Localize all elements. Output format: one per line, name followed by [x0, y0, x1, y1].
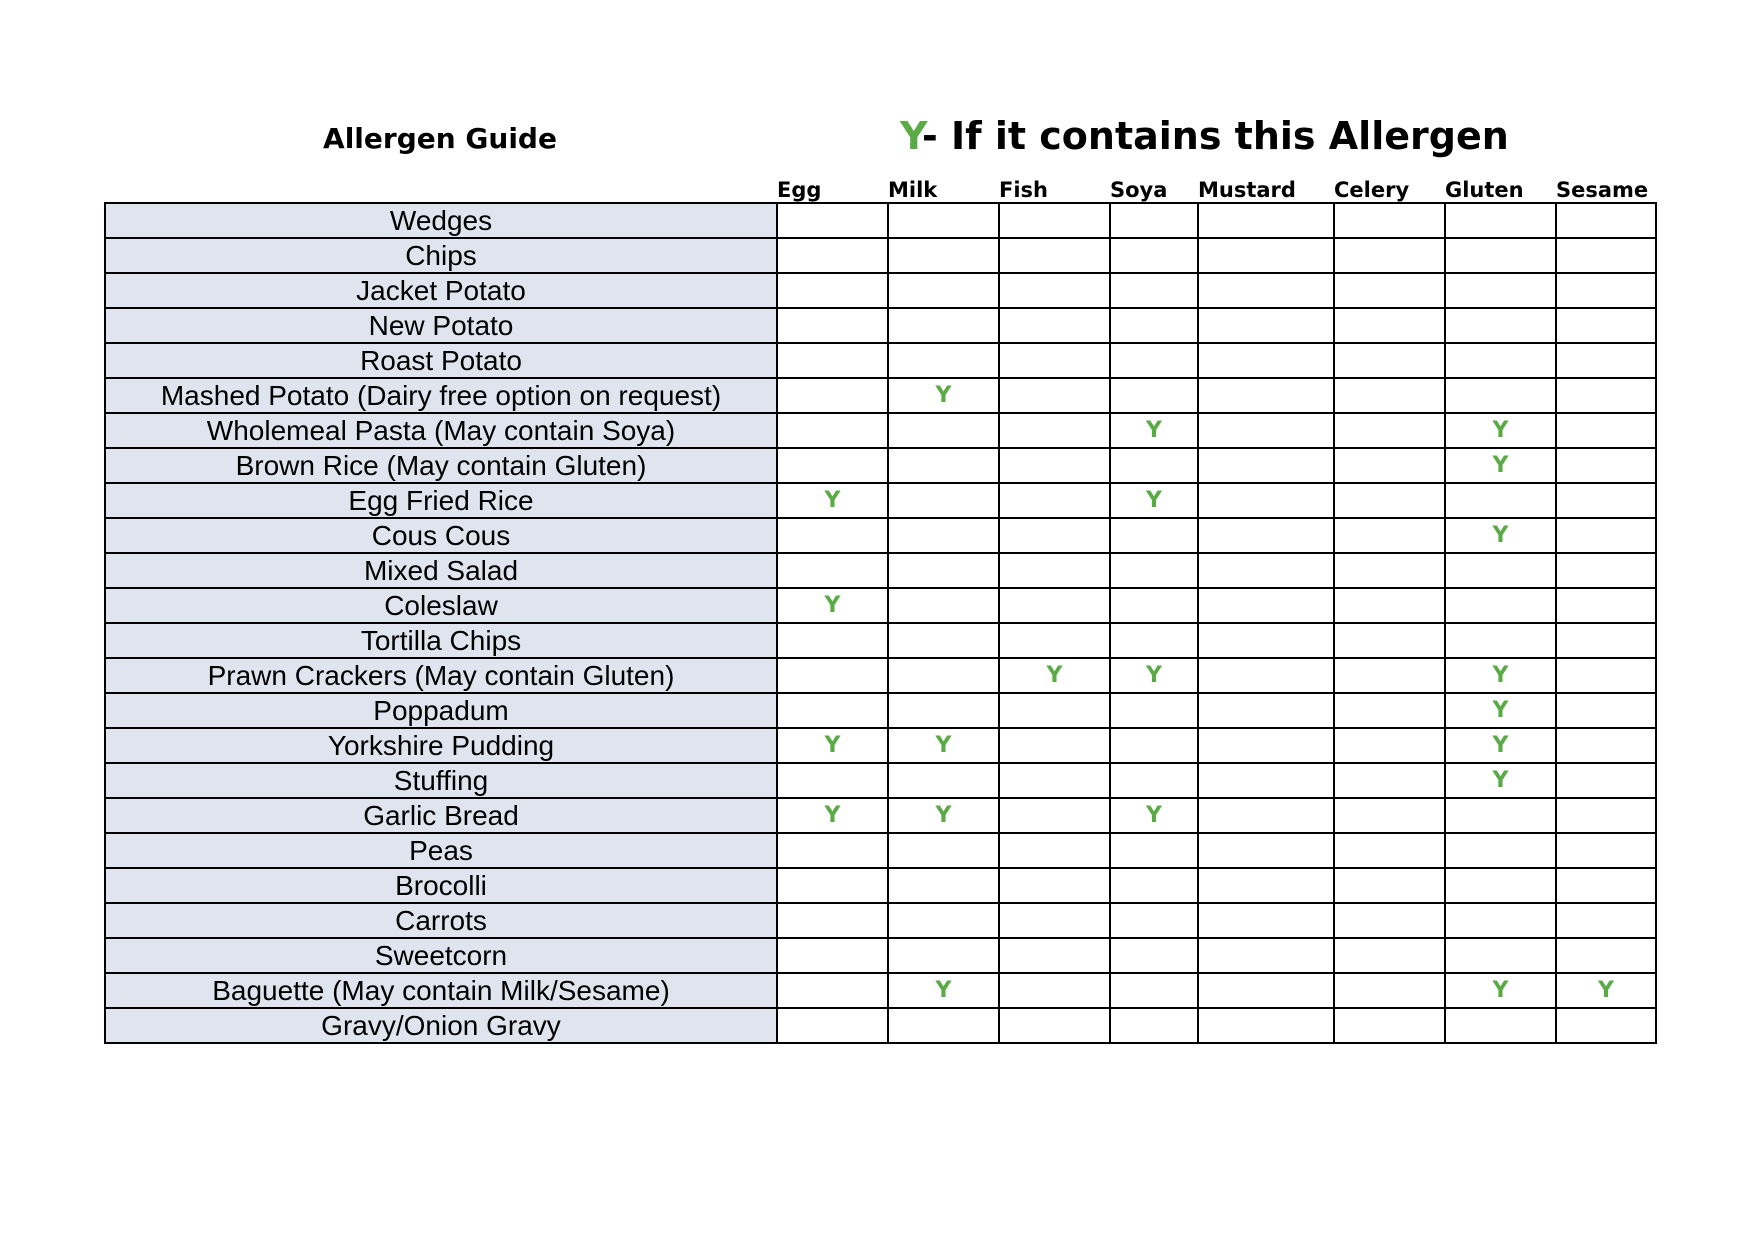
- table-row: [105, 238, 1656, 273]
- allergen-cell: [1198, 518, 1334, 553]
- allergen-cell: [999, 203, 1110, 238]
- allergen-cell: [1445, 378, 1556, 413]
- allergen-cell: [1556, 938, 1656, 973]
- table-row: [105, 308, 1656, 343]
- allergen-cell: [888, 833, 999, 868]
- allergen-cell: [1445, 203, 1556, 238]
- allergen-cell: [1556, 238, 1656, 273]
- header-row: [105, 172, 1656, 203]
- allergen-cell: [888, 238, 999, 273]
- allergen-cell: [1334, 203, 1445, 238]
- allergen-cell: [1334, 658, 1445, 693]
- allergen-cell: [1334, 798, 1445, 833]
- allergen-cell: [1556, 903, 1656, 938]
- allergen-cell: [1445, 1008, 1556, 1043]
- allergen-cell: [999, 308, 1110, 343]
- allergen-cell: [1445, 553, 1556, 588]
- allergen-cell: [1110, 728, 1198, 763]
- allergen-cell: Y: [1445, 693, 1556, 728]
- allergen-cell: [777, 868, 888, 903]
- allergen-cell: [999, 518, 1110, 553]
- table-row: [105, 588, 1656, 623]
- allergen-cell: [777, 623, 888, 658]
- allergen-cell: [1110, 308, 1198, 343]
- allergen-cell: [1334, 833, 1445, 868]
- allergen-cell: [888, 868, 999, 903]
- allergen-table: [104, 172, 1657, 1044]
- allergen-cell: [1198, 868, 1334, 903]
- allergen-cell: [1110, 238, 1198, 273]
- allergen-cell: [1334, 378, 1445, 413]
- table-row: [105, 658, 1656, 693]
- header-milk: Milk: [888, 178, 938, 202]
- allergen-cell: [1556, 623, 1656, 658]
- allergen-cell: [1334, 868, 1445, 903]
- allergen-cell: [1334, 343, 1445, 378]
- table-row: [105, 938, 1656, 973]
- allergen-cell: [999, 483, 1110, 518]
- allergen-cell: [1445, 798, 1556, 833]
- food-name: Carrots: [105, 903, 777, 938]
- food-name: Gravy/Onion Gravy: [105, 1008, 777, 1043]
- allergen-cell: [999, 693, 1110, 728]
- allergen-cell: Y: [1110, 798, 1198, 833]
- allergen-cell: [1445, 273, 1556, 308]
- allergen-cell: [888, 553, 999, 588]
- allergen-cell: [888, 483, 999, 518]
- allergen-cell: [777, 938, 888, 973]
- allergen-cell: [1445, 343, 1556, 378]
- table-row: [105, 903, 1656, 938]
- allergen-cell: [1445, 868, 1556, 903]
- allergen-cell: [1445, 308, 1556, 343]
- allergen-cell: [1556, 308, 1656, 343]
- allergen-cell: [1198, 763, 1334, 798]
- allergen-cell: [1110, 973, 1198, 1008]
- allergen-cell: [1556, 413, 1656, 448]
- allergen-cell: Y: [1110, 483, 1198, 518]
- allergen-cell: [1334, 973, 1445, 1008]
- allergen-cell: [1334, 273, 1445, 308]
- header-soya: Soya: [1110, 178, 1168, 202]
- allergen-cell: [1556, 798, 1656, 833]
- table-row: [105, 693, 1656, 728]
- allergen-cell: [1198, 973, 1334, 1008]
- allergen-cell: [777, 833, 888, 868]
- allergen-cell: [1556, 868, 1656, 903]
- food-name: Brown Rice (May contain Gluten): [105, 448, 777, 483]
- allergen-cell: [999, 833, 1110, 868]
- allergen-cell: Y: [999, 658, 1110, 693]
- allergen-cell: [999, 973, 1110, 1008]
- allergen-cell: [888, 903, 999, 938]
- allergen-cell: [999, 1008, 1110, 1043]
- allergen-cell: [777, 693, 888, 728]
- food-name: Wholemeal Pasta (May contain Soya): [105, 413, 777, 448]
- allergen-cell: [1334, 1008, 1445, 1043]
- allergen-cell: [1110, 763, 1198, 798]
- allergen-cell: [1110, 203, 1198, 238]
- allergen-cell: [1334, 763, 1445, 798]
- allergen-cell: [1198, 1008, 1334, 1043]
- food-name: Brocolli: [105, 868, 777, 903]
- table-row: [105, 378, 1656, 413]
- allergen-cell: [1110, 833, 1198, 868]
- allergen-cell: [888, 273, 999, 308]
- allergen-cell: Y: [1445, 728, 1556, 763]
- allergen-cell: [777, 308, 888, 343]
- allergen-cell: [777, 973, 888, 1008]
- allergen-cell: [888, 588, 999, 623]
- allergen-cell: [1445, 483, 1556, 518]
- allergen-cell: [1198, 483, 1334, 518]
- food-name: Poppadum: [105, 693, 777, 728]
- allergen-cell: [1334, 623, 1445, 658]
- food-name: Chips: [105, 238, 777, 273]
- table-row: [105, 273, 1656, 308]
- food-name: Stuffing: [105, 763, 777, 798]
- allergen-cell: [777, 763, 888, 798]
- allergen-cell: [1556, 518, 1656, 553]
- allergen-cell: [1110, 623, 1198, 658]
- allergen-cell: Y: [1445, 973, 1556, 1008]
- allergen-cell: [1556, 448, 1656, 483]
- allergen-cell: [999, 798, 1110, 833]
- allergen-cell: [777, 238, 888, 273]
- allergen-cell: [1334, 413, 1445, 448]
- allergen-cell: [999, 903, 1110, 938]
- allergen-cell: Y: [777, 798, 888, 833]
- allergen-cell: [777, 343, 888, 378]
- allergen-cell: [1556, 728, 1656, 763]
- table-row: [105, 553, 1656, 588]
- food-name: Coleslaw: [105, 588, 777, 623]
- allergen-cell: [1556, 1008, 1656, 1043]
- allergen-cell: [1334, 483, 1445, 518]
- allergen-cell: [777, 658, 888, 693]
- allergen-cell: [777, 413, 888, 448]
- allergen-cell: [1198, 623, 1334, 658]
- allergen-cell: [1334, 448, 1445, 483]
- allergen-cell: Y: [888, 973, 999, 1008]
- allergen-cell: [999, 588, 1110, 623]
- food-name: Wedges: [105, 203, 777, 238]
- legend-mark: Y: [900, 114, 922, 158]
- allergen-cell: [1556, 763, 1656, 798]
- page-title: Allergen Guide: [323, 122, 557, 155]
- table-row: [105, 343, 1656, 378]
- allergen-cell: [1556, 343, 1656, 378]
- allergen-cell: [999, 623, 1110, 658]
- allergen-cell: [1198, 413, 1334, 448]
- allergen-cell: [1334, 308, 1445, 343]
- allergen-cell: [999, 238, 1110, 273]
- allergen-cell: Y: [1445, 518, 1556, 553]
- food-name: Yorkshire Pudding: [105, 728, 777, 763]
- header-egg: Egg: [777, 178, 822, 202]
- table-row: [105, 1008, 1656, 1043]
- allergen-cell: [1198, 693, 1334, 728]
- food-name: Baguette (May contain Milk/Sesame): [105, 973, 777, 1008]
- allergen-cell: Y: [1110, 658, 1198, 693]
- allergen-cell: [777, 273, 888, 308]
- food-name: Mashed Potato (Dairy free option on request): [105, 378, 777, 413]
- allergen-cell: [1556, 588, 1656, 623]
- food-name: Sweetcorn: [105, 938, 777, 973]
- allergen-cell: [1198, 833, 1334, 868]
- allergen-cell: [1556, 833, 1656, 868]
- allergen-cell: [1198, 798, 1334, 833]
- allergen-cell: [1334, 238, 1445, 273]
- allergen-cell: [1556, 273, 1656, 308]
- allergen-cell: [999, 728, 1110, 763]
- allergen-cell: [999, 378, 1110, 413]
- header-fish: Fish: [999, 178, 1048, 202]
- allergen-cell: Y: [1445, 448, 1556, 483]
- legend: [900, 114, 1600, 158]
- allergen-cell: Y: [1445, 763, 1556, 798]
- allergen-cell: [777, 518, 888, 553]
- allergen-cell: Y: [1445, 658, 1556, 693]
- allergen-cell: Y: [888, 728, 999, 763]
- allergen-cell: [1556, 483, 1656, 518]
- allergen-cell: [999, 343, 1110, 378]
- food-name: Tortilla Chips: [105, 623, 777, 658]
- allergen-cell: [777, 378, 888, 413]
- allergen-cell: [999, 448, 1110, 483]
- food-name: Jacket Potato: [105, 273, 777, 308]
- table-row: [105, 483, 1656, 518]
- allergen-cell: [1110, 273, 1198, 308]
- allergen-cell: [999, 938, 1110, 973]
- allergen-cell: [1445, 833, 1556, 868]
- header-sesame: Sesame: [1556, 178, 1649, 202]
- allergen-cell: [1110, 903, 1198, 938]
- allergen-cell: [1198, 273, 1334, 308]
- allergen-cell: [777, 448, 888, 483]
- table-row: [105, 448, 1656, 483]
- allergen-cell: [888, 518, 999, 553]
- allergen-cell: [1556, 378, 1656, 413]
- food-name: Garlic Bread: [105, 798, 777, 833]
- allergen-cell: [777, 903, 888, 938]
- allergen-cell: [1198, 588, 1334, 623]
- table-row: [105, 413, 1656, 448]
- allergen-cell: [1198, 553, 1334, 588]
- header-blank: [105, 172, 777, 203]
- allergen-cell: [1110, 588, 1198, 623]
- allergen-cell: Y: [888, 798, 999, 833]
- table-row: [105, 203, 1656, 238]
- allergen-cell: [1556, 658, 1656, 693]
- allergen-cell: [1198, 938, 1334, 973]
- allergen-cell: Y: [777, 588, 888, 623]
- allergen-cell: [1334, 518, 1445, 553]
- allergen-cell: [888, 343, 999, 378]
- allergen-cell: [888, 623, 999, 658]
- food-name: Roast Potato: [105, 343, 777, 378]
- allergen-cell: [1198, 903, 1334, 938]
- allergen-cell: Y: [1556, 973, 1656, 1008]
- allergen-cell: [1334, 903, 1445, 938]
- allergen-cell: [1110, 448, 1198, 483]
- allergen-cell: [1198, 343, 1334, 378]
- header-mustard: Mustard: [1198, 178, 1296, 202]
- allergen-cell: [1334, 728, 1445, 763]
- allergen-cell: [1198, 203, 1334, 238]
- allergen-cell: [1445, 238, 1556, 273]
- allergen-cell: [1334, 553, 1445, 588]
- allergen-cell: [1110, 1008, 1198, 1043]
- table-row: [105, 798, 1656, 833]
- legend-text: - If it contains this Allergen: [921, 114, 1509, 158]
- allergen-cell: [1445, 588, 1556, 623]
- allergen-cell: [1556, 203, 1656, 238]
- allergen-cell: [888, 693, 999, 728]
- allergen-cell: [888, 448, 999, 483]
- header-celery: Celery: [1334, 178, 1410, 202]
- table-row: [105, 728, 1656, 763]
- allergen-cell: [999, 553, 1110, 588]
- food-name: Prawn Crackers (May contain Gluten): [105, 658, 777, 693]
- food-name: Mixed Salad: [105, 553, 777, 588]
- allergen-cell: Y: [1445, 413, 1556, 448]
- table-row: [105, 833, 1656, 868]
- allergen-cell: [1198, 238, 1334, 273]
- allergen-cell: [1334, 938, 1445, 973]
- allergen-cell: [888, 658, 999, 693]
- allergen-cell: [777, 553, 888, 588]
- table-row: [105, 623, 1656, 658]
- allergen-cell: [1556, 693, 1656, 728]
- allergen-cell: [1334, 693, 1445, 728]
- allergen-cell: [1198, 728, 1334, 763]
- allergen-cell: [1334, 588, 1445, 623]
- allergen-cell: [888, 203, 999, 238]
- food-name: Cous Cous: [105, 518, 777, 553]
- allergen-cell: [1198, 448, 1334, 483]
- allergen-cell: [1110, 378, 1198, 413]
- food-name: Egg Fried Rice: [105, 483, 777, 518]
- allergen-cell: [888, 308, 999, 343]
- allergen-cell: [888, 413, 999, 448]
- table-row: [105, 868, 1656, 903]
- allergen-cell: Y: [1110, 413, 1198, 448]
- allergen-cell: [999, 763, 1110, 798]
- allergen-cell: [1445, 903, 1556, 938]
- allergen-cell: Y: [888, 378, 999, 413]
- allergen-cell: [888, 763, 999, 798]
- allergen-cell: [1110, 868, 1198, 903]
- allergen-cell: [999, 273, 1110, 308]
- allergen-cell: [1110, 553, 1198, 588]
- allergen-cell: [1198, 658, 1334, 693]
- allergen-cell: [888, 1008, 999, 1043]
- allergen-cell: [1445, 938, 1556, 973]
- food-name: Peas: [105, 833, 777, 868]
- table-row: [105, 973, 1656, 1008]
- allergen-cell: [1110, 938, 1198, 973]
- allergen-cell: [777, 1008, 888, 1043]
- allergen-cell: [1110, 693, 1198, 728]
- allergen-cell: [777, 203, 888, 238]
- table-row: [105, 518, 1656, 553]
- food-name: New Potato: [105, 308, 777, 343]
- allergen-cell: Y: [777, 483, 888, 518]
- allergen-cell: [999, 868, 1110, 903]
- allergen-cell: [888, 938, 999, 973]
- allergen-cell: [999, 413, 1110, 448]
- allergen-cell: [1556, 553, 1656, 588]
- allergen-cell: [1110, 343, 1198, 378]
- allergen-cell: [1198, 378, 1334, 413]
- allergen-cell: [1110, 518, 1198, 553]
- allergen-cell: Y: [777, 728, 888, 763]
- header-gluten: Gluten: [1445, 178, 1524, 202]
- allergen-cell: [1198, 308, 1334, 343]
- allergen-cell: [1445, 623, 1556, 658]
- table-row: [105, 763, 1656, 798]
